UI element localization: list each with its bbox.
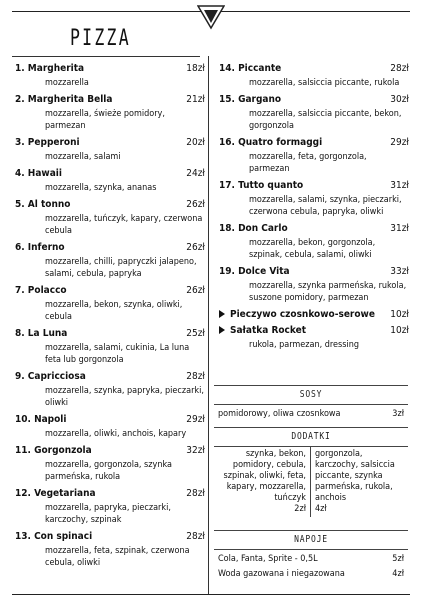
menu-item [15,198,205,237]
item-ingredients: mozzarella, salsiccia piccante, bekon, gorgonzola [249,109,402,131]
section-title: DODATKI [291,431,331,442]
triangle-bullet-icon [219,310,225,318]
item-name: 16. Quatro formaggi [219,137,323,148]
sosy-row [214,405,408,423]
napoje-name: Woda gazowana i niegazowana [218,569,345,579]
menu-item [15,167,205,194]
bottom-rule [12,594,410,595]
item-price: 26zł [186,242,205,253]
item-name: 10. Napoli [15,414,67,425]
item-ingredients: mozzarella, bekon, szynka, oliwki, cebula [45,300,183,322]
item-price: 29zł [390,137,409,148]
title-rule [12,56,200,57]
item-ingredients: mozzarella, szynka parmeńska, rukola, suszone pomidory, parmezan [249,281,407,303]
item-name: 5. Al tonno [15,199,71,210]
item-price: 20zł [186,137,205,148]
item-ingredients: mozzarella, feta, szpinak, czerwona cebula, oliwki [45,546,190,568]
item-ingredients: mozzarella, salami, cukinia, La luna feta lub gorgonzola [45,343,190,365]
item-name: 6. Inferno [15,242,65,253]
menu-item [15,241,205,280]
menu-item [15,62,205,89]
item-price: 33zł [390,266,409,277]
menu-item [15,444,205,483]
item-name: 3. Pepperoni [15,137,80,148]
item-ingredients: mozzarella, salami, szynka, pieczarki, czerwona cebula, papryka, oliwki [249,195,402,217]
item-price: 10zł [390,309,409,320]
item-name: 14. Piccante [219,63,282,74]
extra-item [219,308,409,321]
item-name: 19. Dolce Vita [219,266,290,277]
item-name: 1. Margherita [15,63,85,74]
item-ingredients: mozzarella, szynka, papryka, pieczarki, oliwki [45,386,204,408]
item-ingredients: mozzarella, szynka, ananas [45,183,157,193]
dodatki-right-price: 4zł [315,504,327,514]
item-ingredients: mozzarella, tuńczyk, kapary, czerwona cebula [45,214,203,236]
pizza-list-left [15,62,205,573]
menu-item [219,265,409,304]
menu-item [15,487,205,526]
menu-item [15,327,205,366]
item-price: 10zł [390,325,409,336]
menu-item [219,62,409,89]
item-ingredients: rukola, parmezan, dressing [249,340,359,350]
item-price: 28zł [186,488,205,499]
dodatki-left-text: szynka, bekon, pomidory, cebula, szpinak, oliwki, feta, kapary, mozzarella, tuńczyk [223,449,306,503]
dodatki-table [214,447,408,517]
sosy-section [214,385,408,423]
item-ingredients: mozzarella, feta, gorgonzola, parmezan [249,152,367,174]
item-price: 18zł [186,63,205,74]
dodatki-section [214,427,408,517]
item-name: 12. Vegetariana [15,488,96,499]
column-divider [208,56,209,594]
menu-item [219,136,409,175]
item-price: 31zł [390,180,409,191]
item-price: 29zł [186,414,205,425]
item-name: 18. Don Carlo [219,223,288,234]
extra-item [219,324,409,351]
item-name: Sałatka Rocket [230,325,307,336]
napoje-name: Cola, Fanta, Sprite - 0,5L [218,554,318,564]
item-ingredients: mozzarella, bekon, gorgonzola, szpinak, cebula, salami, oliwki [249,238,376,260]
menu-item [15,136,205,163]
menu-item [219,222,409,261]
menu-item [15,370,205,409]
item-ingredients: mozzarella, salami [45,152,121,162]
item-price: 21zł [186,94,205,105]
menu-item [15,93,205,132]
item-name: 7. Polacco [15,285,67,296]
dodatki-left [214,447,311,517]
menu-item [15,530,205,569]
item-ingredients: mozzarella, świeże pomidory, parmezan [45,109,165,131]
item-ingredients: mozzarella [45,78,89,88]
item-price: 30zł [390,94,409,105]
item-price: 25zł [186,328,205,339]
item-ingredients: mozzarella, chilli, papryczki jalapeno, salami, cebula, papryka [45,257,197,279]
pizza-list-right [219,62,409,355]
dodatki-right [311,447,408,517]
chevron-down-icon [197,4,225,30]
menu-item [219,93,409,132]
item-name: 15. Gargano [219,94,282,105]
item-ingredients: mozzarella, papryka, pieczarki, karczochy, szpinak [45,503,171,525]
sosy-price: 3zł [392,409,404,419]
item-ingredients: mozzarella, gorgonzola, szynka parmeńska, rukola [45,460,172,482]
item-name: 9. Capricciosa [15,371,86,382]
item-name: 4. Hawaii [15,168,62,179]
napoje-row [214,566,408,582]
item-name: 8. La Luna [15,328,68,339]
item-price: 28zł [186,531,205,542]
item-name: 11. Gorgonzola [15,445,92,456]
menu-item [15,413,205,440]
triangle-bullet-icon [219,326,225,334]
item-ingredients: mozzarella, oliwki, anchois, kapary [45,429,187,439]
item-price: 32zł [186,445,205,456]
item-name: Pieczywo czosnkowo-serowe [230,309,375,320]
napoje-row [214,550,408,566]
section-title: NAPOJE [294,534,328,545]
page-title: PIZZA [70,26,131,51]
item-price: 24zł [186,168,205,179]
dodatki-right-text: gorgonzola, karczochy, salsiccia piccante, szynka parmeńska, rukola, anchois [315,449,395,503]
section-title: SOSY [299,389,323,400]
sosy-text: pomidorowy, oliwa czosnkowa [218,409,341,419]
item-price: 26zł [186,285,205,296]
napoje-price: 4zł [392,569,404,579]
napoje-section [214,530,408,582]
dodatki-left-price: 2zł [294,504,306,514]
item-price: 26zł [186,199,205,210]
item-price: 28zł [390,63,409,74]
item-name: 17. Tutto quanto [219,180,304,191]
item-name: 13. Con spinaci [15,531,93,542]
napoje-price: 5zł [392,554,404,564]
menu-item [15,284,205,323]
item-ingredients: mozzarella, salsiccia piccante, rukola [249,78,400,88]
item-price: 31zł [390,223,409,234]
menu-item [219,179,409,218]
item-price: 28zł [186,371,205,382]
item-name: 2. Margherita Bella [15,94,113,105]
